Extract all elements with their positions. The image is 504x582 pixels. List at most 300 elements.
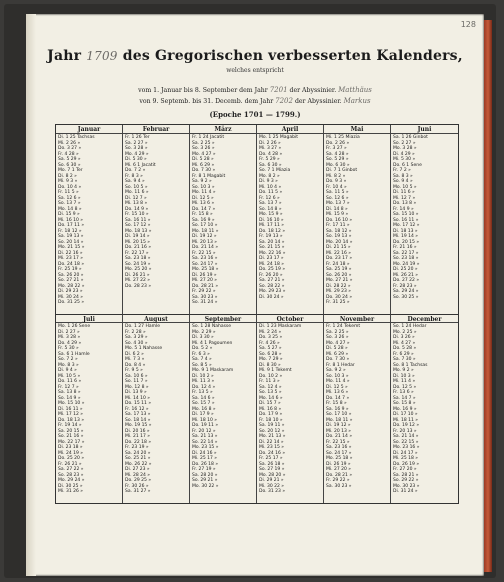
day-row: So. 1 28 Nahasse xyxy=(192,324,232,329)
day-row: Fr. 19 13 » xyxy=(259,234,283,239)
day-row: Di. 28 22 » xyxy=(326,283,351,289)
day-row: Di. 30 25 » xyxy=(58,483,83,489)
day-row: Do. 20 15 » xyxy=(393,239,420,245)
day-row: Do. 11 5 » xyxy=(259,190,283,195)
day-row: Mo. 30 22 » xyxy=(192,483,219,489)
day-row: Fr. 23 19 » xyxy=(125,445,149,450)
day-row: Fr. 20 13 » xyxy=(393,428,417,434)
line2-year: 7202 xyxy=(275,97,293,105)
day-row: Do. 24 16 » xyxy=(259,450,286,456)
day-row: Do. 11 6 » xyxy=(58,379,82,384)
day-row: Mi. 4 27 » xyxy=(393,340,416,346)
title-prefix: Jahr xyxy=(47,48,82,64)
day-row: Sa. 12 4 » xyxy=(259,384,282,390)
line1-hand: Matthäus xyxy=(338,86,372,94)
day-row: So. 20 12 » xyxy=(259,428,285,434)
day-row: Mi. 13 8 » xyxy=(125,201,148,206)
day-row: Do. 3 27 » xyxy=(58,146,82,151)
day-row: Di. 23 18 » xyxy=(58,445,83,450)
day-row: Do. 12 5 » xyxy=(393,384,417,390)
day-row: Mi. 11 3 » xyxy=(192,379,215,384)
page-edge xyxy=(484,20,492,572)
day-row: Mi. 30 24 » xyxy=(58,294,84,300)
day-row: Mo. 4 27 » xyxy=(326,340,350,346)
correspondence-line-1 xyxy=(26,86,484,94)
day-row: Do. 12 4 » xyxy=(192,384,216,390)
day-row: Do. 2 26 » xyxy=(326,140,350,146)
day-row: Mo. 1 25 Magabit xyxy=(259,135,298,140)
day-row: So. 30 25 » xyxy=(393,294,419,300)
day-row: So. 3 26 » xyxy=(192,146,215,151)
day-row: Sa. 16 11 » xyxy=(125,217,151,223)
day-row: Di. 12 5 » xyxy=(326,384,348,390)
day-row: Mo. 28 22 » xyxy=(58,283,85,289)
day-row: Di. 2 26 » xyxy=(259,140,281,146)
day-row: Sa. 9 2 » xyxy=(192,179,212,184)
day-row: Mi. 26 21 » xyxy=(393,272,419,278)
day-row: Di. 26 21 » xyxy=(125,272,150,278)
day-row: So. 14 8 » xyxy=(259,206,282,212)
day-row: Mi. 6 29 » xyxy=(326,351,349,357)
day-row: Di. 5 28 » xyxy=(326,346,348,351)
day-row: Fr. 15 10 » xyxy=(125,212,149,217)
day-row: Sa. 10 6 » xyxy=(125,373,148,379)
day-row: So. 4 30 » xyxy=(125,340,148,346)
day-row: Do. 27 22 » xyxy=(393,278,420,283)
day-row: Mo. 11 4 » xyxy=(326,379,350,384)
day-row: Mi. 6 29 » xyxy=(192,162,215,168)
page-number: 128 xyxy=(460,20,476,29)
day-row: Do. 31 23 » xyxy=(259,489,286,494)
day-row: So. 24 17 » xyxy=(326,450,352,456)
day-row: Mo. 1 26 Sene xyxy=(58,324,91,329)
day-row: Mi. 17 12 » xyxy=(58,412,84,417)
day-row: So. 7 2 » xyxy=(58,357,78,362)
month-column xyxy=(257,323,324,503)
day-row: Mo. 30 23 » xyxy=(393,483,420,489)
day-row: Di. 30 24 » xyxy=(259,294,284,300)
day-row: Mi. 18 11 » xyxy=(393,417,419,423)
day-row: Mi. 16 8 » xyxy=(259,406,282,412)
day-row: Mo. 8 3 » xyxy=(58,362,79,368)
month-header: Februar xyxy=(123,125,190,134)
day-row: Mo. 16 9 » xyxy=(393,406,417,412)
day-row: So. 13 5 » xyxy=(259,390,282,395)
day-row: Mi. 23 17 » xyxy=(58,256,84,261)
day-row: So. 26 20 » xyxy=(326,272,352,278)
day-row: Do. 21 14 » xyxy=(326,434,353,439)
day-row: Mi. 8 2 » xyxy=(326,173,346,179)
day-row: Mo. 22 16 » xyxy=(259,250,286,256)
day-row: Sa. 23 16 » xyxy=(192,256,218,261)
day-row: Fr. 5 30 » xyxy=(58,346,79,351)
day-row: So. 10 5 » xyxy=(125,184,148,190)
month-header: November xyxy=(324,314,391,323)
day-row: Mo. 23 15 » xyxy=(192,445,219,450)
day-row: Mi. 14 10 » xyxy=(125,395,151,401)
day-row: Sa. 7 4 » xyxy=(192,357,212,362)
day-row: Do. 6 1 Sene xyxy=(393,162,422,168)
day-row: Do. 5 28 » xyxy=(393,346,417,351)
day-row: Mi. 20 15 » xyxy=(125,239,151,245)
day-row: Do. 26 19 » xyxy=(393,461,420,467)
day-row: So. 22 15 » xyxy=(393,439,419,445)
line2-hand: Markus xyxy=(343,97,371,105)
day-row: Sa. 19 11 » xyxy=(259,423,285,428)
day-row: Do. 24 18 » xyxy=(58,261,85,267)
day-row: Do. 3 25 » xyxy=(259,335,283,340)
day-row: Do. 28 21 » xyxy=(326,472,353,478)
day-row: So. 17 10 » xyxy=(326,412,352,417)
day-row: Fr. 18 10 » xyxy=(259,417,283,423)
day-row: Di. 3 30 » xyxy=(192,335,214,340)
month-header: März xyxy=(190,125,257,134)
day-row: Mi. 9 3 » xyxy=(58,179,78,184)
subtitle: welches entspricht xyxy=(226,67,284,74)
day-row: Mo. 10 5 » xyxy=(393,184,417,190)
day-row: Di. 17 9 » xyxy=(192,412,214,417)
day-row: Do. 18 13 » xyxy=(58,417,85,423)
day-row: Sa. 2 25 » xyxy=(326,329,349,335)
day-row: So. 27 21 » xyxy=(58,278,84,283)
day-row: So. 20 14 » xyxy=(58,239,84,245)
day-row: So. 29 21 » xyxy=(192,478,218,483)
day-row: Sa. 13 8 » xyxy=(58,390,81,395)
epoch-label: (Epoche 1701 — 1799.) xyxy=(209,110,301,119)
day-row: Mo. 14 8 » xyxy=(58,206,82,212)
day-row: Do. 8 4 » xyxy=(125,362,146,368)
day-row: Fr. 26 20 » xyxy=(259,272,283,278)
day-row: Sa. 29 24 » xyxy=(393,289,419,294)
day-row: Do. 17 11 » xyxy=(58,223,85,228)
day-row: Fr. 30 26 » xyxy=(125,483,149,489)
day-row: Sa. 22 17 » xyxy=(393,250,419,256)
day-row: Di. 7 1 Ginbot xyxy=(326,168,358,173)
day-row: Fr. 27 19 » xyxy=(192,467,216,472)
day-row: Mi. 3 28 » xyxy=(58,335,81,340)
day-row: Sa. 20 14 » xyxy=(259,239,285,245)
day-row: Di. 23 17 » xyxy=(259,256,284,261)
day-row: Fr. 10 4 » xyxy=(326,184,347,190)
day-row: Mo. 28 20 » xyxy=(259,472,286,478)
handwritten-year: 1709 xyxy=(86,49,118,63)
day-row: So. 15 7 » xyxy=(192,401,215,406)
day-row: Fr. 9 5 » xyxy=(125,368,143,373)
day-row: Mi. 25 18 » xyxy=(393,456,419,461)
day-row: Mi. 17 11 » xyxy=(259,223,285,228)
day-row: Mo. 2 25 » xyxy=(393,329,417,335)
line1-year: 7201 xyxy=(269,86,288,94)
day-row: Fr. 4 26 » xyxy=(259,340,280,346)
line2-text: von 9. Septemb. bis 31. Decemb. dem Jahr xyxy=(139,98,274,105)
day-row: Sa. 27 22 » xyxy=(58,467,84,472)
day-row: Do. 4 28 » xyxy=(259,151,283,157)
day-row: Di. 26 19 » xyxy=(192,272,217,278)
day-row: Fr. 11 3 » xyxy=(259,379,280,384)
day-row: So. 8 5 » xyxy=(192,362,212,368)
day-row: Mi. 28 24 » xyxy=(125,472,151,478)
day-row: Sa. 28 21 » xyxy=(393,472,419,478)
day-row: Fr. 5 29 » xyxy=(259,157,280,162)
day-row: So. 28 22 » xyxy=(259,283,285,289)
day-row: Di. 31 24 » xyxy=(393,489,418,494)
day-row: Sa. 24 20 » xyxy=(125,450,151,456)
day-row: Fr. 1 26 Ter xyxy=(125,135,150,140)
day-row: Do. 28 23 » xyxy=(125,283,152,289)
day-row: Di. 16 11 » xyxy=(58,406,83,412)
day-row: Mi. 11 4 » xyxy=(393,379,416,384)
day-row: Do. 1 27 Hamle xyxy=(125,324,160,329)
day-row: Fr. 22 17 » xyxy=(125,250,149,256)
day-row: Mo. 18 13 » xyxy=(125,228,152,234)
day-row: Fr. 3 27 » xyxy=(326,146,347,151)
day-row: Mo. 11 6 » xyxy=(125,190,149,195)
day-row: Fr. 26 21 » xyxy=(58,461,82,467)
day-row: So. 6 28 » xyxy=(259,351,282,357)
day-row: So. 2 27 » xyxy=(393,140,416,146)
day-row: Mi. 31 26 » xyxy=(58,489,84,494)
day-row: So. 22 14 » xyxy=(192,439,218,445)
day-row: So. 6 30 » xyxy=(58,162,81,168)
day-row: Di. 22 16 » xyxy=(58,250,83,256)
day-row: Mo. 6 30 » xyxy=(326,162,350,168)
month-column xyxy=(56,134,123,314)
day-row: Fr. 29 22 » xyxy=(192,289,216,294)
day-row: Di. 13 9 » xyxy=(125,390,147,395)
month-column xyxy=(190,134,257,314)
month-column xyxy=(324,134,391,314)
day-row: Fr. 13 5 » xyxy=(192,390,213,395)
day-row: Mi. 12 7 » xyxy=(393,195,416,201)
day-row: Mo. 23 16 » xyxy=(393,445,420,450)
day-row: Mo. 14 6 » xyxy=(259,395,283,401)
day-row: Mi. 24 18 » xyxy=(259,261,285,267)
day-row: So. 12 6 » xyxy=(326,195,349,201)
day-row: Sa. 4 28 » xyxy=(326,151,349,157)
day-row: Sa. 14 7 » xyxy=(393,395,416,401)
day-row: Di. 16 10 » xyxy=(259,217,284,223)
day-row: So. 13 7 » xyxy=(58,201,81,206)
day-row: So. 9 4 » xyxy=(393,179,413,184)
month-header: April xyxy=(257,125,324,134)
day-row: Fr. 19 14 » xyxy=(58,423,82,428)
day-row: Fr. 1 24 Tekemt xyxy=(326,324,361,329)
day-row: Mi. 7 3 » xyxy=(125,357,145,362)
title-suffix: des Gregorischen verbesserten Kalenders, xyxy=(122,48,463,64)
month-column xyxy=(391,134,458,314)
month-header: August xyxy=(123,314,190,323)
day-row: Mi. 2 24 » xyxy=(259,329,282,335)
day-row: Fr. 25 17 » xyxy=(259,456,283,461)
day-row: Mi. 27 20 » xyxy=(326,467,352,472)
month-header: Januar xyxy=(56,125,123,134)
day-row: Mo. 3 28 » xyxy=(393,146,417,151)
day-row: So. 24 17 » xyxy=(192,261,218,267)
day-row: Do. 4 29 » xyxy=(58,340,82,346)
day-row: Mo. 25 20 » xyxy=(125,267,152,272)
day-row: Mo. 16 8 » xyxy=(192,406,216,412)
day-row: Di. 24 17 » xyxy=(393,450,418,456)
day-row: Fr. 14 9 » xyxy=(393,206,414,212)
line1-tail: der Abyssinier. xyxy=(289,87,337,94)
day-row: Di. 8 2 » xyxy=(58,173,77,179)
day-row: Mo. 29 23 » xyxy=(259,289,286,294)
day-row: Sa. 6 1 Hamle xyxy=(58,351,90,357)
day-row: Mi. 20 13 » xyxy=(326,428,352,434)
day-row: Di. 4 29 » xyxy=(393,151,415,157)
day-row: Mi. 10 4 » xyxy=(259,184,282,190)
book-binding xyxy=(4,4,496,578)
month-column xyxy=(257,134,324,314)
day-row: Di. 2 27 » xyxy=(58,329,80,335)
day-row: Mi. 21 17 » xyxy=(125,434,151,439)
day-row: Sa. 26 18 » xyxy=(259,461,285,467)
day-row: Di. 5 28 » xyxy=(192,157,214,162)
month-column xyxy=(391,323,458,503)
day-row: Mi. 10 5 » xyxy=(58,373,81,379)
day-row: Do. 19 12 » xyxy=(393,423,420,428)
day-row: Mo. 22 17 » xyxy=(58,439,85,445)
day-row: Sa. 28 20 » xyxy=(192,472,218,478)
day-row: Do. 9 3 » xyxy=(326,179,347,184)
day-row: Di. 10 3 » xyxy=(393,373,415,379)
day-row: Sa. 23 16 » xyxy=(326,445,352,450)
day-row: Mo. 18 11 » xyxy=(326,417,353,423)
day-row: Sa. 26 20 » xyxy=(58,272,84,278)
day-row: Di. 26 19 » xyxy=(326,461,351,467)
day-row: Fr. 15 8 » xyxy=(326,401,347,406)
day-row: Sa. 3 29 » xyxy=(125,335,148,340)
day-row: Di. 21 15 » xyxy=(326,245,351,250)
day-row: Fr. 16 12 » xyxy=(125,406,149,412)
day-row: So. 3 28 » xyxy=(125,146,148,151)
day-row: So. 19 13 » xyxy=(326,234,352,239)
day-row: So. 31 24 » xyxy=(192,300,218,305)
day-row: Di. 15 9 » xyxy=(58,212,80,217)
day-row: Mo. 27 21 » xyxy=(326,278,353,283)
day-row: Mi. 16 10 » xyxy=(58,217,84,223)
day-row: Do. 26 18 » xyxy=(192,461,219,467)
day-row: Di. 3 26 » xyxy=(393,335,415,340)
day-row: Di. 9 4 » xyxy=(58,368,77,373)
day-row: Mo. 7 1 Ter xyxy=(58,168,83,173)
line1-text: vom 1. Januar bis 8. September dem Jahr xyxy=(138,87,268,94)
day-row: Mi. 27 22 » xyxy=(125,278,151,283)
day-row: Mi. 4 1 Pagoumen xyxy=(192,340,233,346)
day-row: Do. 16 10 » xyxy=(326,217,353,223)
day-row: Di. 27 23 » xyxy=(125,467,150,472)
day-row: So. 3 26 » xyxy=(326,335,349,340)
day-row: Mo. 13 7 » xyxy=(326,201,350,206)
day-row: Sa. 1 26 Ginbot xyxy=(393,135,428,140)
day-row: Do. 29 25 » xyxy=(125,478,152,483)
day-row: Fr. 31 25 » xyxy=(326,300,350,305)
day-row: Fr. 6 3 » xyxy=(192,351,210,357)
day-row: So. 21 15 » xyxy=(259,245,285,250)
month-column xyxy=(123,134,190,314)
day-row: Do. 21 16 » xyxy=(125,245,152,250)
day-row: Do. 25 20 » xyxy=(58,456,85,461)
day-row: Do. 14 7 » xyxy=(192,206,216,212)
day-row: Mi. 13 6 » xyxy=(192,201,215,206)
day-row: Fr. 12 6 » xyxy=(259,195,280,201)
month-header: Mai xyxy=(324,125,391,134)
month-column xyxy=(324,323,391,503)
day-row: So. 29 22 » xyxy=(393,478,419,483)
day-row: Do. 10 4 » xyxy=(58,184,82,190)
day-row: Fr. 12 7 » xyxy=(58,384,79,390)
day-row: Sa. 20 15 » xyxy=(58,428,84,434)
correspondence-line-2 xyxy=(26,97,484,105)
day-row: Sa. 16 9 » xyxy=(326,406,349,412)
day-row: Sa. 7 30 » xyxy=(393,357,416,362)
day-row: Fr. 8 3 » xyxy=(125,173,143,179)
day-row: Di. 10 2 » xyxy=(192,373,214,379)
day-row: Mi. 22 16 » xyxy=(326,250,352,256)
day-row: Di. 6 2 » xyxy=(125,351,144,357)
day-row: So. 11 7 » xyxy=(125,379,148,384)
month-header: September xyxy=(190,314,257,323)
day-row: So. 23 18 » xyxy=(393,256,419,261)
day-row: Mo. 12 8 » xyxy=(125,384,149,390)
day-row: Di. 20 16 » xyxy=(125,428,150,434)
day-row: So. 17 12 » xyxy=(125,223,151,228)
day-row: Di. 1 25 Tachsas xyxy=(58,135,95,140)
day-row: Fr. 22 15 » xyxy=(326,439,350,445)
day-row: Sa. 12 6 » xyxy=(58,195,81,201)
day-row: Do. 30 24 » xyxy=(326,294,353,300)
day-row: Mo. 7 29 » xyxy=(259,357,283,362)
day-row: Di. 22 14 » xyxy=(259,439,284,445)
day-row: Mo. 19 15 » xyxy=(125,423,152,428)
day-row: Do. 23 17 » xyxy=(326,256,353,261)
day-row: Mo. 4 29 » xyxy=(125,151,149,157)
day-row: Fr. 21 16 » xyxy=(393,245,417,250)
day-row: Do. 31 25 » xyxy=(58,300,85,305)
day-row: Fr. 11 5 » xyxy=(58,190,79,195)
day-row: Fr. 24 18 » xyxy=(326,261,350,267)
day-row: Mi. 23 15 » xyxy=(259,445,285,450)
day-row: Mo. 8 2 » xyxy=(259,173,280,179)
day-row: Sa. 5 29 » xyxy=(58,157,81,162)
day-row: Mi. 13 6 » xyxy=(326,390,349,395)
day-row: Do. 14 7 » xyxy=(326,395,350,401)
day-row: Mi. 1 25 Miazia xyxy=(326,135,360,140)
day-row: Di. 19 12 » xyxy=(326,423,351,428)
month-header: October xyxy=(257,314,324,323)
day-row: Sa. 19 13 » xyxy=(58,234,84,239)
day-row: Fr. 8 1 Magabit xyxy=(192,173,226,179)
day-row: Do. 7 30 » xyxy=(192,168,216,173)
day-row: Sa. 2 27 » xyxy=(125,140,148,146)
day-row: Di. 29 23 » xyxy=(58,289,83,294)
day-row: So. 8 1 Tachsas xyxy=(393,362,428,368)
day-row: Mo. 21 13 » xyxy=(259,434,286,439)
month-column xyxy=(190,323,257,503)
line2-tail: der Abyssinier. xyxy=(294,98,342,105)
day-row: Do. 22 18 » xyxy=(125,439,152,445)
day-row: Do. 7 30 » xyxy=(326,357,350,362)
day-row: Do. 15 11 » xyxy=(125,401,152,406)
day-row: Mo. 15 9 » xyxy=(259,212,283,217)
page-title xyxy=(26,48,484,64)
day-row: Di. 18 13 » xyxy=(393,228,418,234)
day-row: Di. 24 16 » xyxy=(192,450,217,456)
day-row: Sa. 14 6 » xyxy=(192,395,215,401)
day-row: Fr. 2 28 » xyxy=(125,329,146,335)
day-row: Di. 9 3 » xyxy=(259,179,278,184)
day-row: Sa. 31 27 » xyxy=(125,489,151,494)
